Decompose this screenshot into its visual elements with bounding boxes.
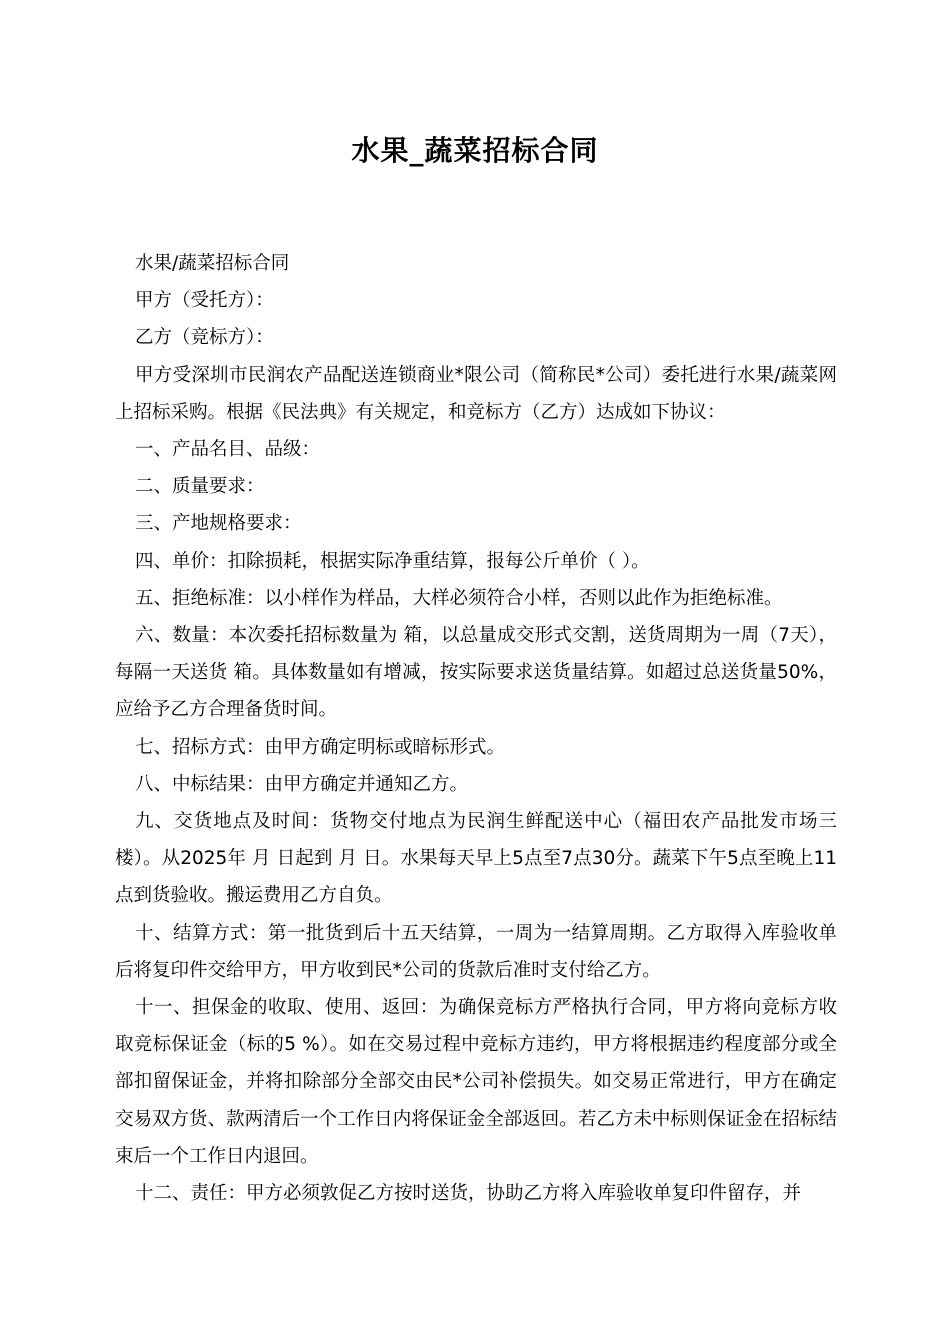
paragraph-heading: 水果/蔬菜招标合同 <box>135 253 290 274</box>
clause-12-responsibility: 十二、责任：甲方必须敦促乙方按时送货，协助乙方将入库验收单复印件留存，并 <box>135 1183 802 1205</box>
document-title: 水果_蔬菜招标合同 <box>351 134 599 167</box>
clause-2-quality: 二、质量要求： <box>135 476 265 498</box>
clause-5-rejection: 五、拒绝标准：以小样作为样品，大样必须符合小样，否则以此作为拒绝标准。 <box>135 587 783 609</box>
paragraph-preamble: 甲方受深圳市民润农产品配送连锁商业*限公司（简称民*公司）委托进行水果/蔬菜网上招标采购。根据《民法典》有关规定，和竞标方（乙方）达成如下协议： <box>115 364 837 423</box>
clause-6-quantity: 六、数量：本次委托招标数量为 箱，以总量成交形式交割，送货周期为一周（7天），每隔一天送货 箱。具体数量如有增减，按实际要求送货量结算。如超过总送货量50%，应给予乙方合理备货时间。 <box>115 625 837 721</box>
clause-11-deposit: 十一、担保金的收取、使用、返回：为确保竞标方严格执行合同，甲方将向竞标方收取竞标保证金（标的5 %）。如在交易过程中竞标方违约，甲方将根据违约程度部分或全部扣留保证金，并将扣除部分全部交由民*公司补偿损失。如交易正常进行，甲方在确定交易双方货、款两清后一个工作日内将保证金全部返回。若乙方未中标则保证金在招标结束后一个工作日内退回。 <box>115 997 837 1167</box>
paragraph-party-b: 乙方（竞标方）： <box>135 327 274 349</box>
clause-1-product-items: 一、产品名目、品级： <box>135 439 321 461</box>
clause-4-unit-price: 四、单价：扣除损耗，根据实际净重结算，报每公斤单价（ ）。 <box>135 550 650 572</box>
clause-9-delivery: 九、交货地点及时间：货物交付地点为民润生鲜配送中心（福田农产品批发市场三楼）。从2025年 月 日起到 月 日。水果每天早上5点至7点30分。蔬菜下午5点至晚上11点到货验收。搬运费用乙方自负。 <box>115 811 837 907</box>
paragraph-party-a: 甲方（受托方）： <box>135 290 274 312</box>
clause-10-settlement: 十、结算方式：第一批货到后十五天结算，一周为一结算周期。乙方取得入库验收单后将复印件交给甲方，甲方收到民*公司的货款后准时支付给乙方。 <box>115 922 837 981</box>
clause-7-bidding-method: 七、招标方式：由甲方确定明标或暗标形式。 <box>135 736 506 758</box>
document-body <box>115 245 837 1212</box>
clause-3-origin-spec: 三、产地规格要求： <box>135 513 302 535</box>
clause-8-award-result: 八、中标结果：由甲方确定并通知乙方。 <box>135 773 469 795</box>
